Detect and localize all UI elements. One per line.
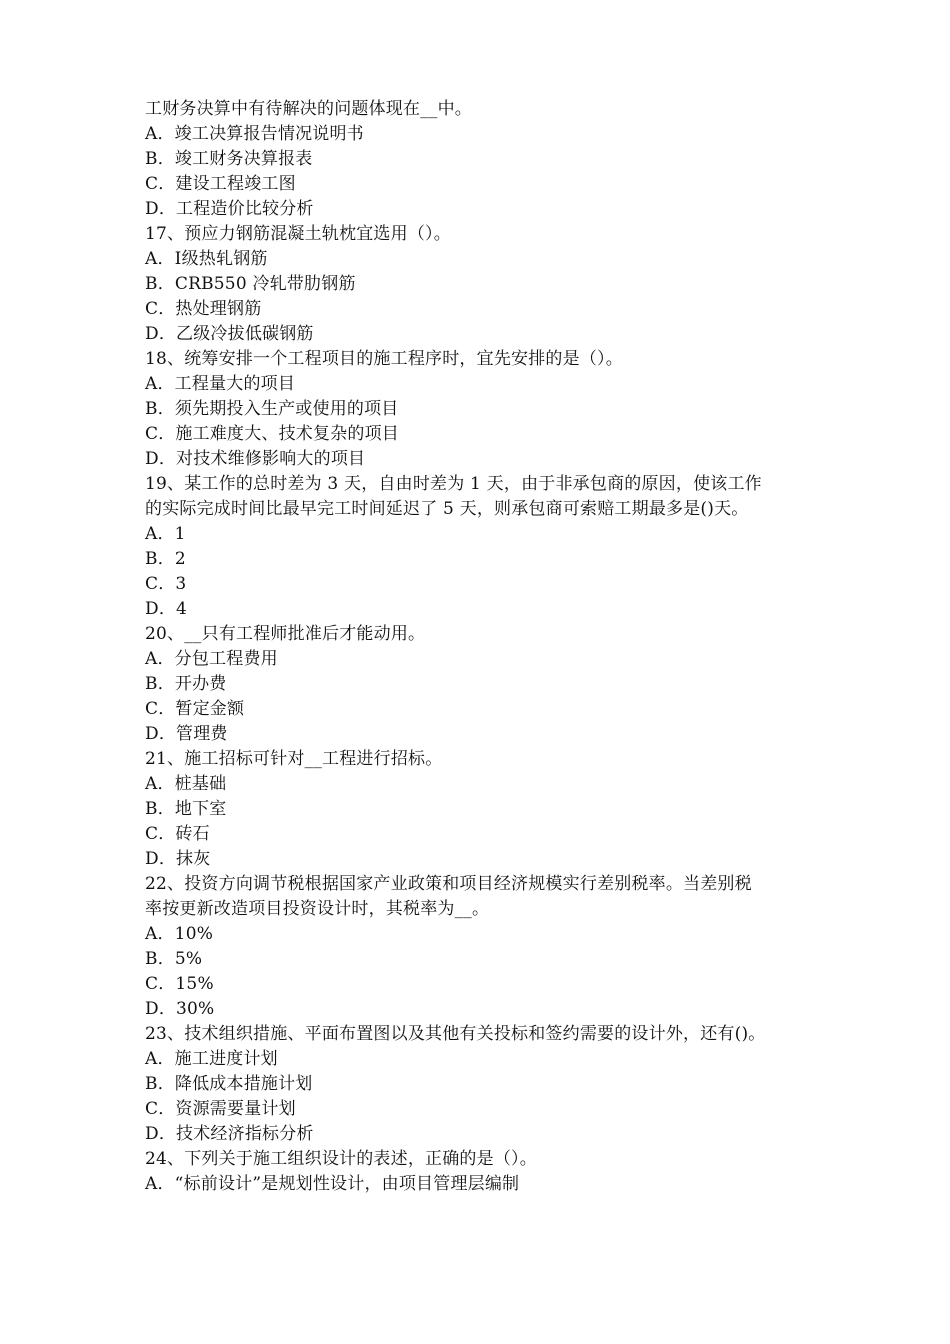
text-line: C．资源需要量计划 — [145, 1099, 296, 1119]
text-line: D．抹灰 — [145, 849, 211, 869]
text-line: 20、__只有工程师批准后才能动用。 — [145, 624, 426, 644]
text-line: 23、技术组织措施、平面布置图以及其他有关投标和签约需要的设计外，还有()。 — [145, 1024, 766, 1044]
text-line: B．开办费 — [145, 674, 227, 694]
text-line: C．施工难度大、技术复杂的项目 — [145, 424, 400, 444]
text-line: D．乙级冷拔低碳钢筋 — [145, 324, 314, 344]
text-line: 17、预应力钢筋混凝土轨枕宜选用（）。 — [145, 224, 451, 244]
text-line: B．地下室 — [145, 799, 227, 819]
text-line: B．2 — [145, 549, 186, 569]
text-line: A．工程量大的项目 — [145, 374, 296, 394]
text-line: A．分包工程费用 — [145, 649, 278, 669]
text-line: 工财务决算中有待解决的问题体现在__中。 — [145, 99, 472, 119]
text-line: D．技术经济指标分析 — [145, 1124, 314, 1144]
text-line: B．须先期投入生产或使用的项目 — [145, 399, 399, 419]
text-line: D．工程造价比较分析 — [145, 199, 314, 219]
text-line: C．热处理钢筋 — [145, 299, 262, 319]
text-line: C．3 — [145, 574, 187, 594]
text-line: 的实际完成时间比最早完工时间延迟了 5 天，则承包商可索赔工期最多是()天。 — [145, 499, 749, 519]
text-line: 24、下列关于施工组织设计的表述，正确的是（）。 — [145, 1149, 537, 1169]
text-line: B．降低成本措施计划 — [145, 1074, 313, 1094]
text-line: 21、施工招标可针对__工程进行招标。 — [145, 749, 443, 769]
text-line: A．施工进度计划 — [145, 1049, 278, 1069]
text-line: D．30% — [145, 999, 215, 1019]
text-line: A．桩基础 — [145, 774, 227, 794]
text-line: C．建设工程竣工图 — [145, 174, 296, 194]
text-line: C．暂定金额 — [145, 699, 245, 719]
text-line: 22、投资方向调节税根据国家产业政策和项目经济规模实行差别税率。当差别税 — [145, 874, 752, 894]
text-line: C．砖石 — [145, 824, 210, 844]
text-line: D．对技术维修影响大的项目 — [145, 449, 366, 469]
text-line: A．Ⅰ级热轧钢筋 — [145, 249, 268, 269]
document-body — [145, 97, 815, 1197]
text-line: C．15% — [145, 974, 214, 994]
text-line: D．管理费 — [145, 724, 228, 744]
text-line: B．CRB550 冷轧带肋钢筋 — [145, 274, 356, 294]
text-line: 率按更新改造项目投资设计时，其税率为__。 — [145, 899, 490, 919]
text-line: B．5% — [145, 949, 203, 969]
text-line: A．竣工决算报告情况说明书 — [145, 124, 364, 144]
text-line: A．10% — [145, 924, 214, 944]
text-line: D．4 — [145, 599, 188, 619]
text-line: B．竣工财务决算报表 — [145, 149, 313, 169]
text-line: 19、某工作的总时差为 3 天，自由时差为 1 天，由于非承包商的原因，使该工作 — [145, 474, 762, 494]
text-line: A．1 — [145, 524, 186, 544]
text-line: A．“标前设计”是规划性设计，由项目管理层编制 — [145, 1174, 520, 1194]
text-line: 18、统筹安排一个工程项目的施工程序时，宜先安排的是（）。 — [145, 349, 623, 369]
